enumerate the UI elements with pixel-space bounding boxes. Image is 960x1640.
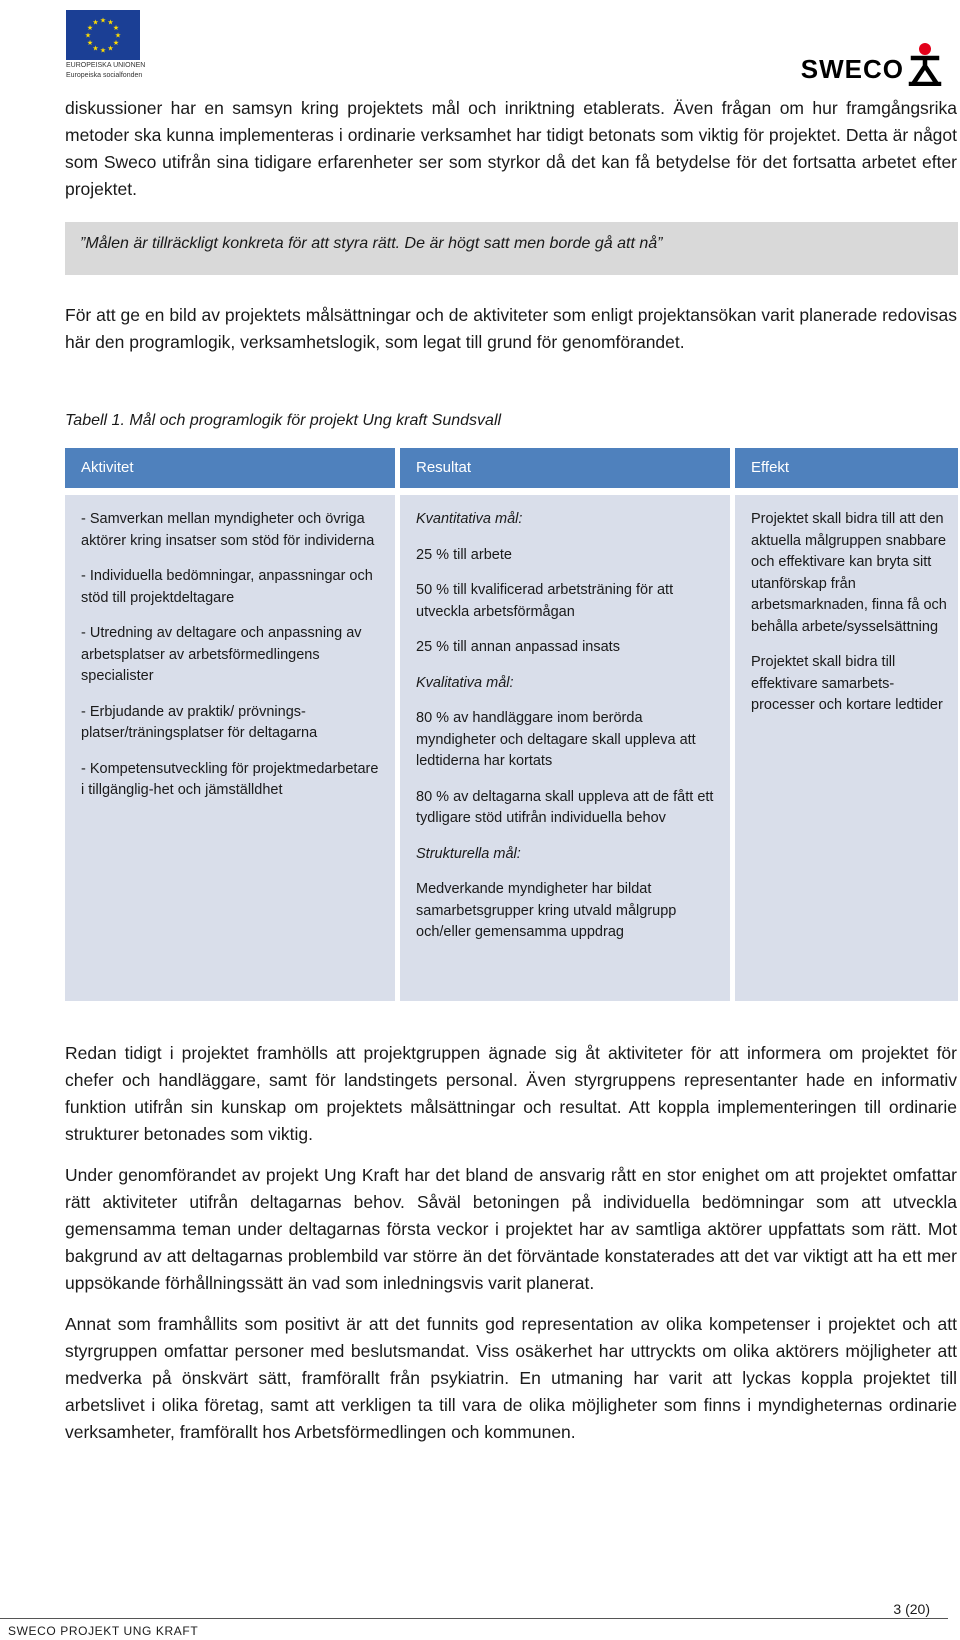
programlogik-paragraph: För att ge en bild av projektets målsättningar och de aktiviteter som enligt projektansökan varit planerade redovisas här den programlogik, verksamhetslogik, som legat till grund för genomförandet. [65,305,957,352]
eu-star-icon: ★ [107,45,114,53]
resultat-item: 50 % till kvalificerad arbetsträning för att utveckla arbetsförmågan [416,582,674,620]
eu-flag-icon [66,10,140,60]
eu-star-icon: ★ [99,47,107,55]
aktivitet-item: - Individuella bedömningar, anpassningar och stöd till projektdeltagare [81,568,373,606]
eu-star-icon: ★ [107,19,114,27]
intro-paragraph: diskussioner har en samsyn kring projektets mål och inriktning etablerats. Även frågan om hur framgångsrika metoder ska kunna implementeras i ordinarie verksamhet har tidigt betonats som viktig för projektet. Detta är något som Sweco utifrån sina tidigare erfarenheter ser som styrkor då det kan få betydelse för det fortsatta arbetet efter projektet. [65,98,957,199]
table-caption: Tabell 1. Mål och programlogik för projekt Ung kraft Sundsvall [65,412,502,429]
quote-text: ”Målen är tillräckligt konkreta för att styra rätt. De är högt satt men borde gå att nå” [80,235,663,252]
eu-star-icon: ★ [112,25,120,32]
sweco-figure-icon [908,42,942,86]
body-paragraph: Redan tidigt i projektet framhölls att projektgruppen ägnade sig åt aktiviteter för att informera om projektet för chefer och handläggare, samt för landstingets personal. Även styrgruppens representanter hade en informativ funktion utifrån sin kunskap om projektets målsättningar och resultat. Att koppla implementeringen till ordinarie strukturer betonades som viktig. [65,1043,957,1144]
resultat-heading: Strukturella mål: [416,845,521,862]
brand-wordmark: SWECO [800,54,904,84]
eu-star-icon: ★ [84,32,92,40]
resultat-item: 80 % av deltagarna skall uppleva att de fått ett tydligare stöd utifrån individuella behov [416,788,714,826]
body-paragraphs [65,1040,957,1460]
eu-logo-text-2: Europeiska socialfonden [66,72,143,79]
aktivitet-item: - Utredning av deltagare och anpassning av arbetsplatser av arbetsförmedlingens specialister [81,625,362,684]
eu-star-icon: ★ [92,45,99,53]
effekt-item: Projektet skall bidra till att den aktuella målgruppen snabbare och effektivare kan bryta sitt utanförskap från arbetsmarknaden, finna få och behålla arbete/sysselsättning [751,511,947,635]
eu-star-icon: ★ [86,25,94,32]
body-paragraph: Under genomförandet av projekt Ung Kraft har det bland de ansvarig rått en stor enighet om att projektet omfattar rätt aktiviteter utifrån deltagarnas behov. Såväl betoningen på individuella bedömningar som att utveckla gemensamma teman under deltagarnas första veckor i projektet har av samtliga aktörer uppfattats som rätt. Mot bakgrund av att deltagarnas problembild var större än det förväntade konstaterades att det var viktigt att ha ett mer uppsökande förhållningssätt än vad som inledningsvis varit planerat. [65,1165,957,1293]
eu-star-icon: ★ [114,32,122,40]
resultat-item: Medverkande myndigheter har bildat samarbetsgrupper kring utvald målgrupp och/eller gemensamma uppdrag [416,881,677,940]
resultat-item: 25 % till arbete [416,546,512,563]
eu-star-icon: ★ [92,19,99,27]
footer-divider [0,1618,948,1619]
aktivitet-item: - Kompetensutveckling för projektmedarbetare i tillgänglig-het och jämställdhet [81,760,379,798]
resultat-heading: Kvantitativa mål: [416,511,523,527]
table-header-resultat: Resultat [400,448,730,488]
table-header-effekt: Effekt [735,448,958,488]
eu-logo-text-1: EUROPEISKA UNIONEN [66,62,146,69]
page-number: 3 (20) [893,1601,930,1617]
resultat-item: 80 % av handläggare inom berörda myndigheter och deltagare skall uppleva att ledtiderna har kortats [416,710,696,769]
aktivitet-item: - Erbjudande av praktik/ prövnings-platser/träningsplatser för deltagarna [81,703,318,741]
quote-box [65,222,958,275]
eu-star-icon: ★ [86,40,94,47]
eu-star-icon: ★ [112,40,120,47]
footer-label: SWECO PROJEKT UNG KRAFT [8,1624,199,1638]
sweco-logo [801,40,942,86]
table-cell-aktivitet [65,495,395,1001]
eu-logo [66,10,146,80]
table-cell-effekt [735,495,958,1001]
effekt-item: Projektet skall bidra till effektivare samarbets-processer och kortare ledtider [751,654,943,713]
resultat-item: 25 % till annan anpassad insats [416,639,620,655]
resultat-heading: Kvalitativa mål: [416,674,514,691]
body-paragraph: Annat som framhållits som positivt är att det funnits god representation av olika kompetenser i projektet och att styrgruppen omfattar personer med beslutsmandat. Viss osäkerhet har uttryckts om olika aktörers möjligheter att medverka på önskvärt sätt, framförallt från psykiatrin. En utmaning har varit att lyckas koppla projektet till arbetslivet i olika företag, samt att verkligen ta till vara de olika möjligheter som finns i myndigheternas ordinarie verksamheter, framförallt hos Arbetsförmedlingen och kommunen. [65,1314,957,1442]
eu-star-icon: ★ [99,17,107,25]
table-header-aktivitet: Aktivitet [65,448,395,488]
aktivitet-item: - Samverkan mellan myndigheter och övriga aktörer kring insatser som stöd för individerna [81,511,375,549]
table-cell-resultat [400,495,730,1001]
